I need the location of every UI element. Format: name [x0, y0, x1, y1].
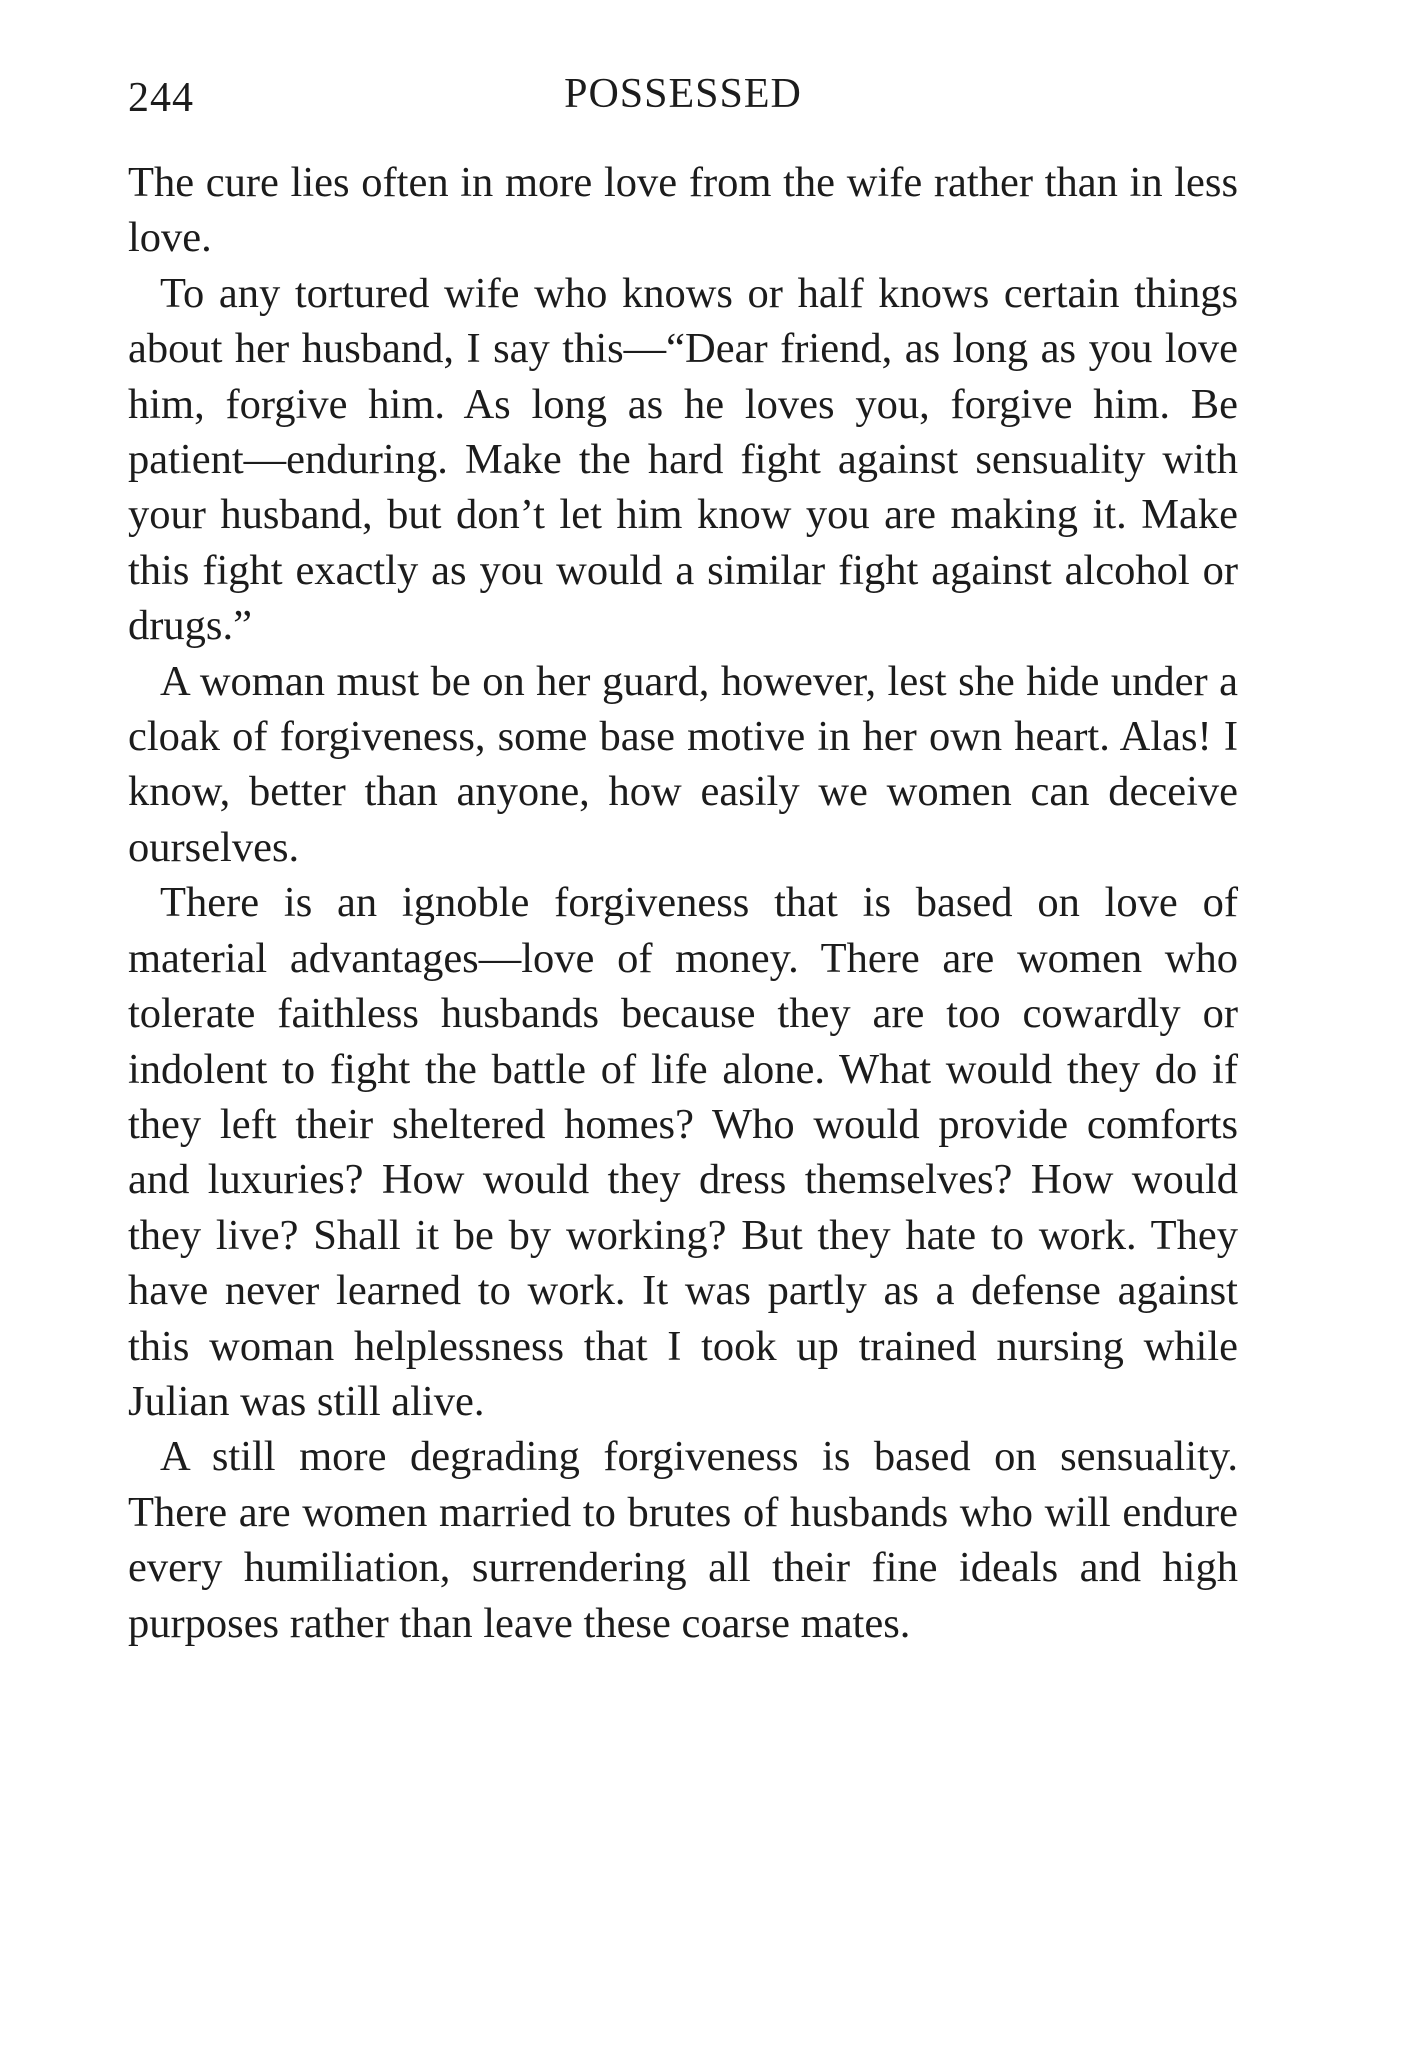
paragraph-continued: The cure lies often in more love from the wife rather than in less love.: [128, 159, 1238, 262]
paragraph: A still more degrading forgiveness is based on sensuality. There are women married to brutes of husbands who will endure every humiliation, surrendering all their fine ideals and high purposes rather than leave these coarse mates.: [128, 1433, 1238, 1647]
paragraph: To any tortured wife who knows or half knows certain things about her husband, I say this—“Dear friend, as long as you love him, forgive him. As long as he loves you, forgive him. Be patient—enduring. Make the hard fight against sensuality with your husband, but don’t let him know you are making it. Make this fight exactly as you would a similar fight against alcohol or drugs.”: [128, 269, 1238, 650]
paragraph: There is an ignoble forgiveness that is based on love of material advantages—love of money. There are women who tolerate faithless husbands because they are too cowardly or indolent to fight the battle of life alone. What would they do if they left their sheltered homes? Who would provide comforts and luxuries? How would they dress themselves? How would they live? Shall it be by working? But they hate to work. They have never learned to work. It was partly as a defense against this woman helplessness that I took up trained nursing while Julian was still alive.: [128, 879, 1238, 1425]
page-number: 244: [128, 75, 194, 121]
body-text: [128, 155, 1238, 1651]
paragraph: A woman must be on her guard, however, lest she hide under a cloak of forgiveness, some base motive in her own heart. Alas! I know, better than anyone, how easily we women can deceive ourselves.: [128, 657, 1238, 871]
page-header: [128, 70, 1238, 130]
running-head: POSSESSED: [564, 71, 802, 117]
